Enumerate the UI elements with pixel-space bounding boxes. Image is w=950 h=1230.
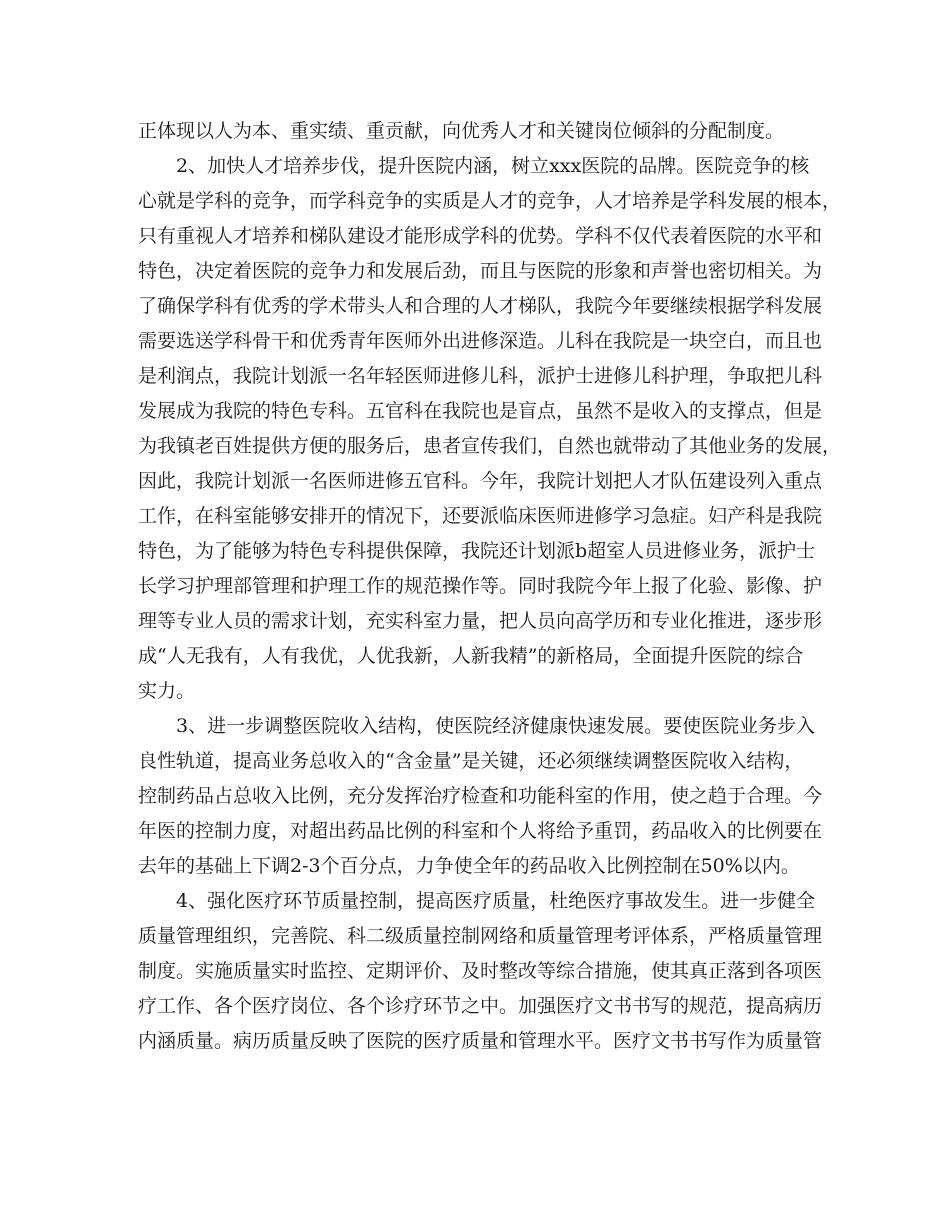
text-line: 理等专业人员的需求计划，充实科室力量，把人员向高学历和专业化推进，逐步形 <box>138 610 823 632</box>
text-line: 制度。实施质量实时监控、定期评价、及时整改等综合措施，使其真正落到各项医 <box>138 960 823 982</box>
text-line: 因此，我院计划派一名医师进修五官科。今年，我院计划把人才队伍建设列入重点 <box>138 470 823 492</box>
text-line: 质量管理组织，完善院、科二级质量控制网络和质量管理考评体系，严格质量管理 <box>138 925 823 947</box>
paragraph-start-line: 3、进一步调整医院收入结构，使医院经济健康快速发展。要使医院业务步入 <box>176 715 816 737</box>
text-line: 控制药品占总收入比例，充分发挥治疗检查和功能科室的作用，使之趋于合理。今 <box>138 785 823 807</box>
text-line: 良性轨道，提高业务总收入的“含金量”是关键，还必须继续调整医院收入结构， <box>138 750 804 772</box>
text-line: 年医的控制力度，对超出药品比例的科室和个人将给予重罚，药品收入的比例要在 <box>138 820 823 842</box>
text-line: 正体现以人为本、重实绩、重贡献，向优秀人才和关键岗位倾斜的分配制度。 <box>138 120 785 142</box>
text-line: 实力。 <box>138 680 196 702</box>
text-line: 长学习护理部管理和护理工作的规范操作等。同时我院今年上报了化验、影像、护 <box>138 575 823 597</box>
text-line: 只有重视人才培养和梯队建设才能形成学科的优势。学科不仅代表着医院的水平和 <box>138 225 823 247</box>
text-line: 需要选送学科骨干和优秀青年医师外出进修深造。儿科在我院是一块空白，而且也 <box>138 330 823 352</box>
text-line: 内涵质量。病历质量反映了医院的医疗质量和管理水平。医疗文书书写作为质量管 <box>138 1030 823 1052</box>
text-line: 心就是学科的竞争，而学科竞争的实质是人才的竞争，人才培养是学科发展的根本， <box>138 190 842 212</box>
text-line: 成“人无我有，人有我优，人优我新，人新我精”的新格局，全面提升医院的综合 <box>138 645 804 667</box>
text-line: 为我镇老百姓提供方便的服务后，患者宣传我们，自然也就带动了其他业务的发展， <box>138 435 842 457</box>
text-line: 特色，决定着医院的竞争力和发展后劲，而且与医院的形象和声誉也密切相关。为 <box>138 260 823 282</box>
text-line: 疗工作、各个医疗岗位、各个诊疗环节之中。加强医疗文书书写的规范，提高病历 <box>138 995 823 1017</box>
text-line: 工作，在科室能够安排开的情况下，还要派临床医师进修学习急症。妇产科是我院 <box>138 505 823 527</box>
text-line: 特色，为了能够为特色专科提供保障，我院还计划派b超室人员进修业务，派护士 <box>138 540 816 562</box>
text-line: 了确保学科有优秀的学术带头人和合理的人才梯队，我院今年要继续根据学科发展 <box>138 295 823 317</box>
paragraph-start-line: 2、加快人才培养步伐，提升医院内涵，树立xxx医院的品牌。医院竞争的核 <box>176 155 810 177</box>
text-line: 去年的基础上下调2-3个百分点，力争使全年的药品收入比例控制在50%以内。 <box>138 855 800 877</box>
text-line: 发展成为我院的特色专科。五官科在我院也是盲点，虽然不是收入的支撑点，但是 <box>138 400 823 422</box>
paragraph-start-line: 4、强化医疗环节质量控制，提高医疗质量，杜绝医疗事故发生。进一步健全 <box>176 890 816 912</box>
text-line: 是利润点，我院计划派一名年轻医师进修儿科，派护士进修儿科护理，争取把儿科 <box>138 365 823 387</box>
